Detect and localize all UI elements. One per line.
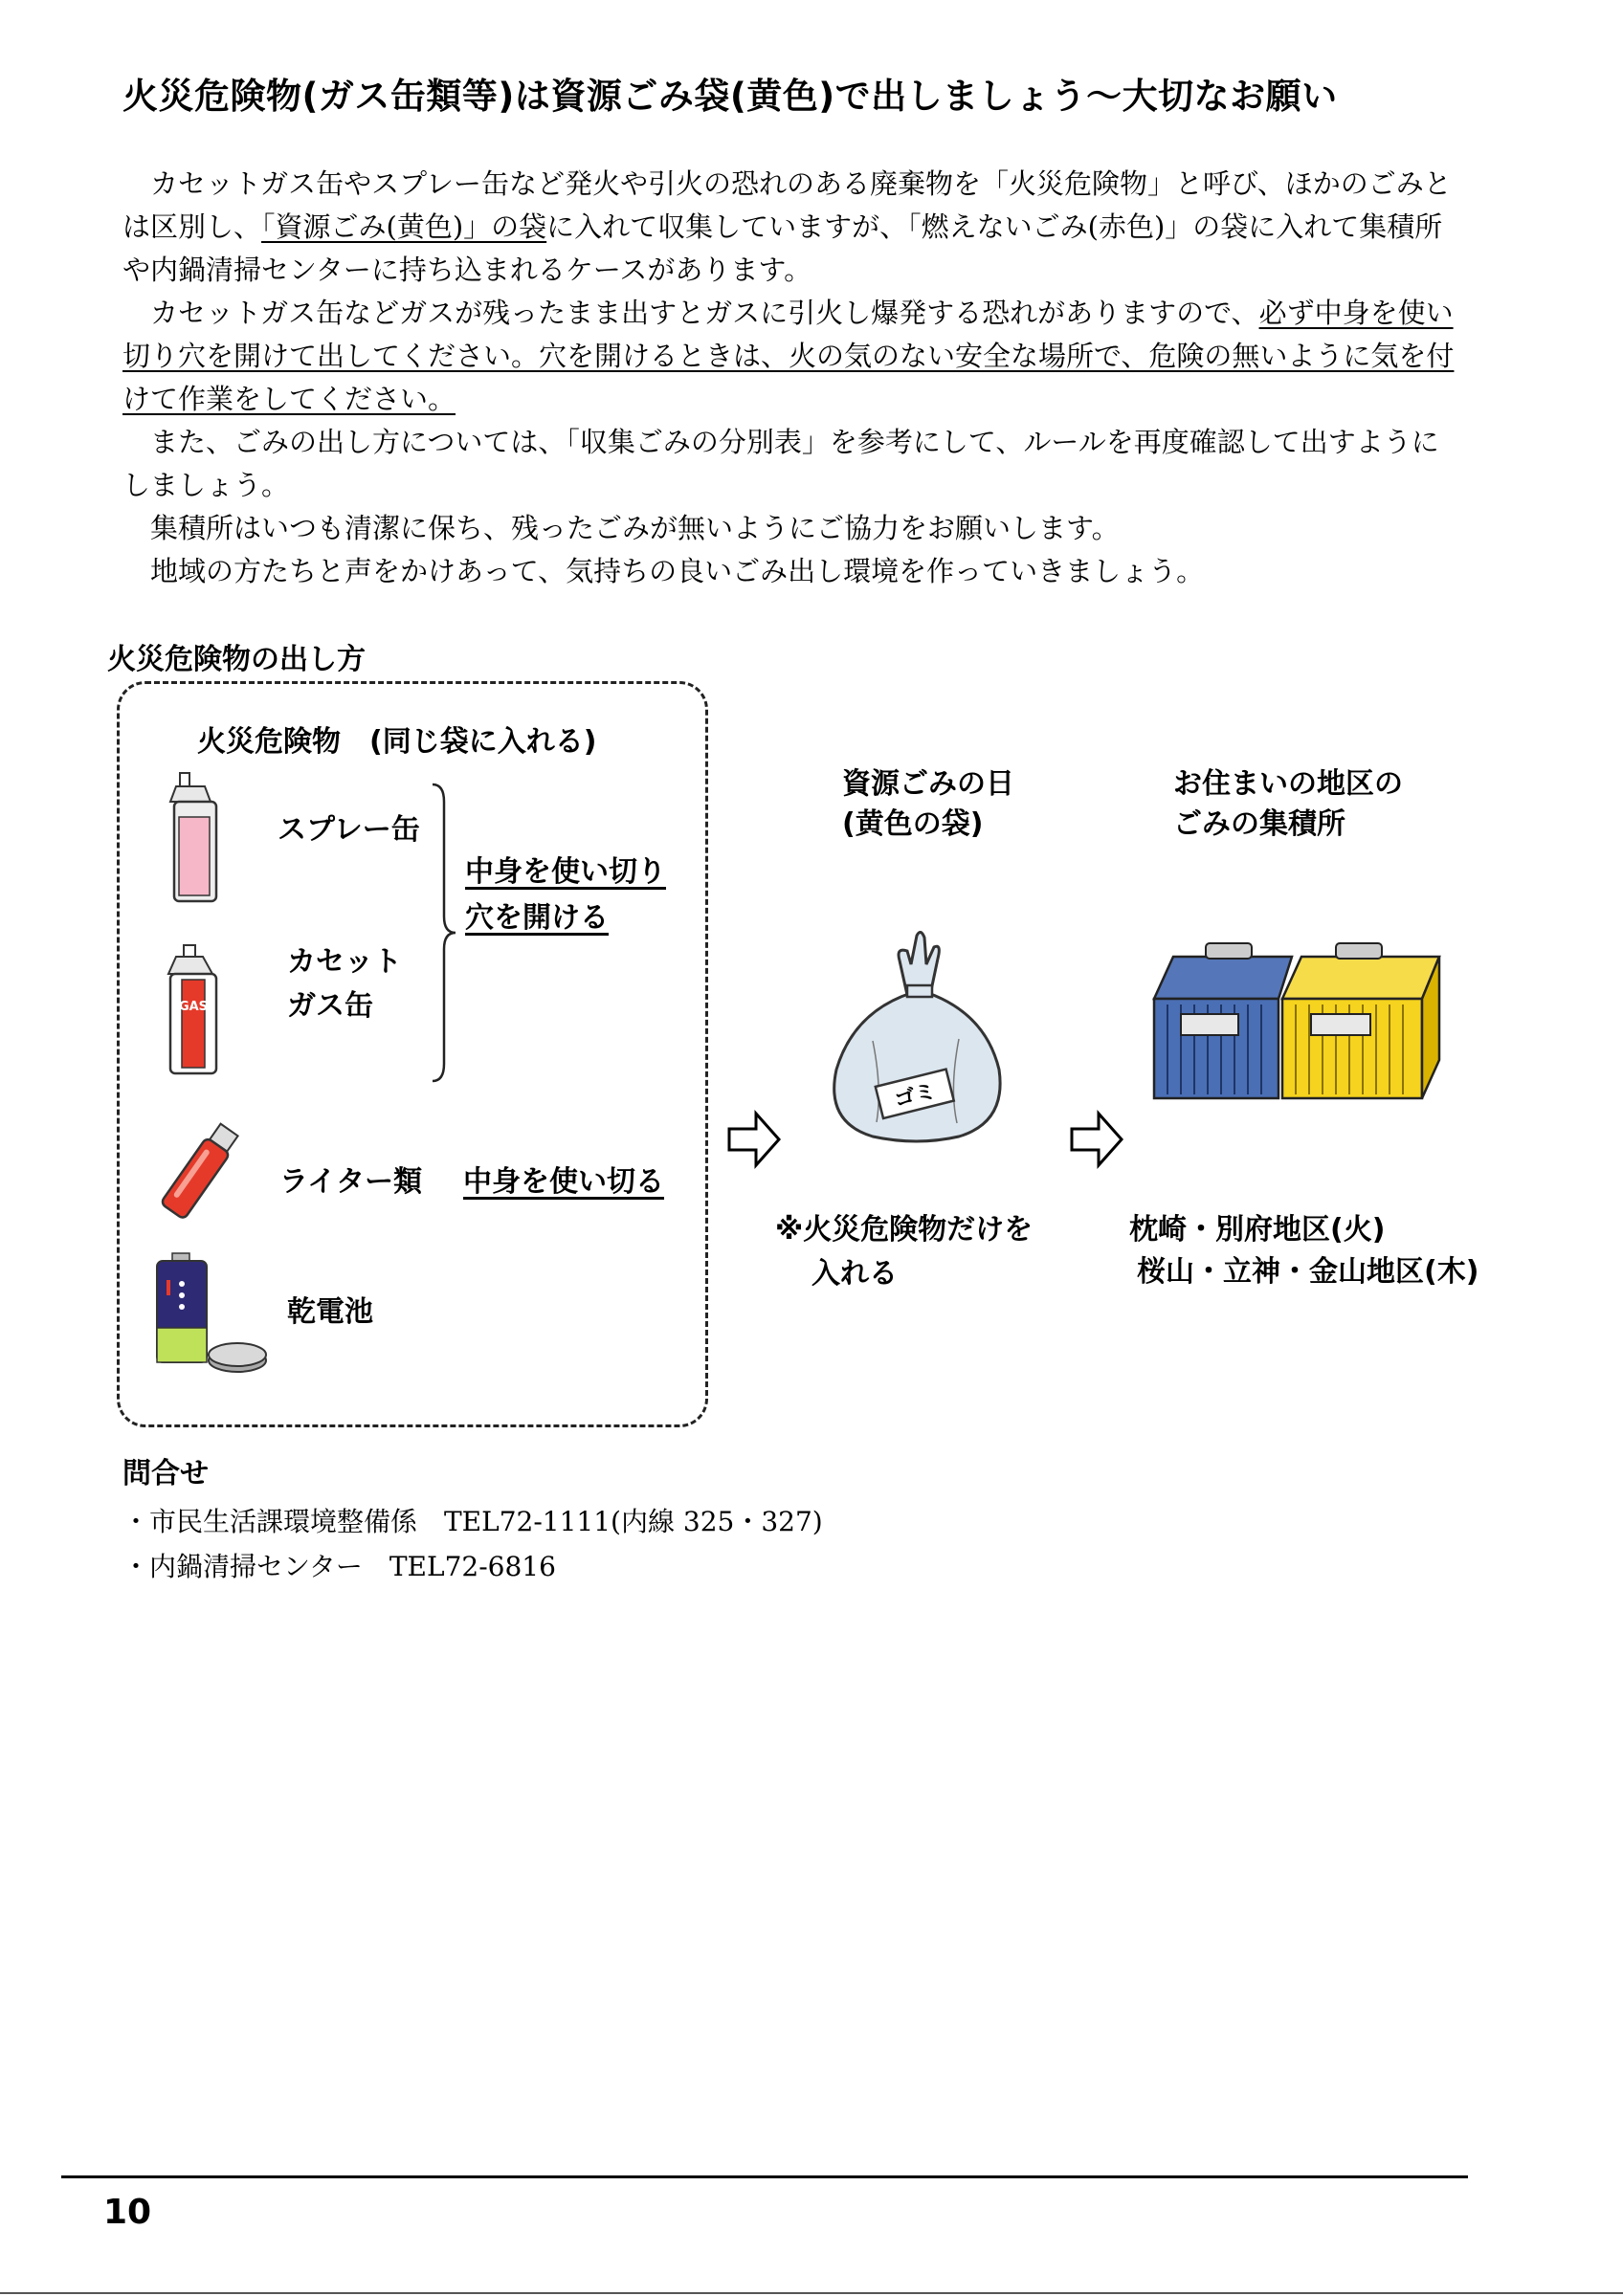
page-number: 10 (103, 2193, 152, 2232)
section-title: 火災危険物の出し方 (107, 643, 366, 676)
contact-section (122, 1449, 823, 1589)
paragraph-3: また、ごみの出し方については、「収集ごみの分別表」を参考にして、ルールを再度確認して出すようにしましょう。 (122, 426, 1439, 501)
garbage-bag-icon (815, 926, 1018, 1146)
contact-line-1: ・市民生活課環境整備係 TEL72-1111(内線 325・327) (122, 1506, 823, 1537)
arrow-right-icon (727, 1110, 783, 1169)
paragraph-1-text-b: に入れて収集していますが、「燃えないごみ(赤色)」の袋に入れて集積所や内鍋清掃センターに持ち込まれるケースがあります。 (122, 210, 1443, 286)
resource-day-line2: (黄色の袋) (842, 807, 984, 841)
collection-line2: ごみの集積所 (1173, 807, 1345, 841)
battery-icon (153, 1253, 268, 1376)
paragraph-2 (122, 292, 1457, 421)
footer-divider (61, 2175, 1468, 2178)
gas-label: GAS (178, 1000, 209, 1014)
paragraph-4: 集積所はいつも清潔に保ち、残ったごみが無いようにご協力をお願いします。 (150, 512, 1120, 544)
paragraph-1 (122, 163, 1457, 292)
brace-icon (429, 783, 457, 1083)
cassette-gas-can-icon (168, 945, 222, 1077)
item-cassette-label-2: ガス缶 (287, 989, 373, 1023)
body-text (122, 163, 1457, 593)
contact-heading: 問合せ (122, 1457, 209, 1490)
instruction-lighter: 中身を使い切る (463, 1165, 664, 1199)
resource-day-line1: 資源ごみの日 (842, 767, 1014, 801)
bag-note-line2: 入れる (812, 1257, 898, 1291)
item-spray-label: スプレー缶 (278, 813, 420, 847)
page-title: 火災危険物(ガス缶類等)は資源ごみ袋(黄色)で出しましょう～大切なお願い (122, 76, 1338, 117)
lighter-icon (153, 1121, 249, 1223)
arrow-right-icon-2 (1070, 1110, 1125, 1169)
paragraph-1-text-a: カセットガス缶やスプレー缶など発火や引火の恐れのある廃棄物を「火災危険物」と呼び、ほかのごみとは区別し、 (122, 167, 1452, 243)
item-battery-label: 乾電池 (287, 1295, 373, 1329)
item-cassette-label-1: カセット (287, 945, 402, 979)
paragraph-5: 地域の方たちと声をかけあって、気持ちの良いごみ出し環境を作っていきましょう。 (150, 555, 1205, 587)
paragraph-2-text-a: カセットガス缶などガスが残ったまま出すとガスに引火し爆発する恐れがありますので、 (150, 297, 1259, 329)
contact-line-2: ・内鍋清掃センター TEL72-6816 (122, 1551, 556, 1582)
bag-label: ゴミ (892, 1079, 939, 1114)
spray-can-icon (170, 773, 224, 907)
district-1: 枕崎・別府地区(火) (1129, 1213, 1386, 1247)
collection-line1: お住まいの地区の (1173, 767, 1403, 801)
district-2: 桜山・立神・金山地区(木) (1137, 1255, 1479, 1289)
item-lighter-label: ライター類 (279, 1165, 423, 1199)
paragraph-2-underline: 必ず中身を使い切り穴を開けて出してください。穴を開けるときは、火の気のない安全な場所で、危険の無いように気を付けて作業をしてください。 (122, 297, 1455, 415)
box-title: 火災危険物 (同じ袋に入れる) (197, 725, 597, 759)
instruction-can-1: 中身を使い切り (465, 855, 666, 889)
bag-note-line1: ※火災危険物だけを (775, 1213, 1034, 1247)
paragraph-1-underline: 「資源ごみ(黄色)」の袋 (261, 210, 547, 243)
instruction-can-2: 穴を開ける (465, 901, 609, 935)
collection-bins-icon (1148, 941, 1447, 1121)
page-bottom-edge (0, 2292, 1623, 2294)
